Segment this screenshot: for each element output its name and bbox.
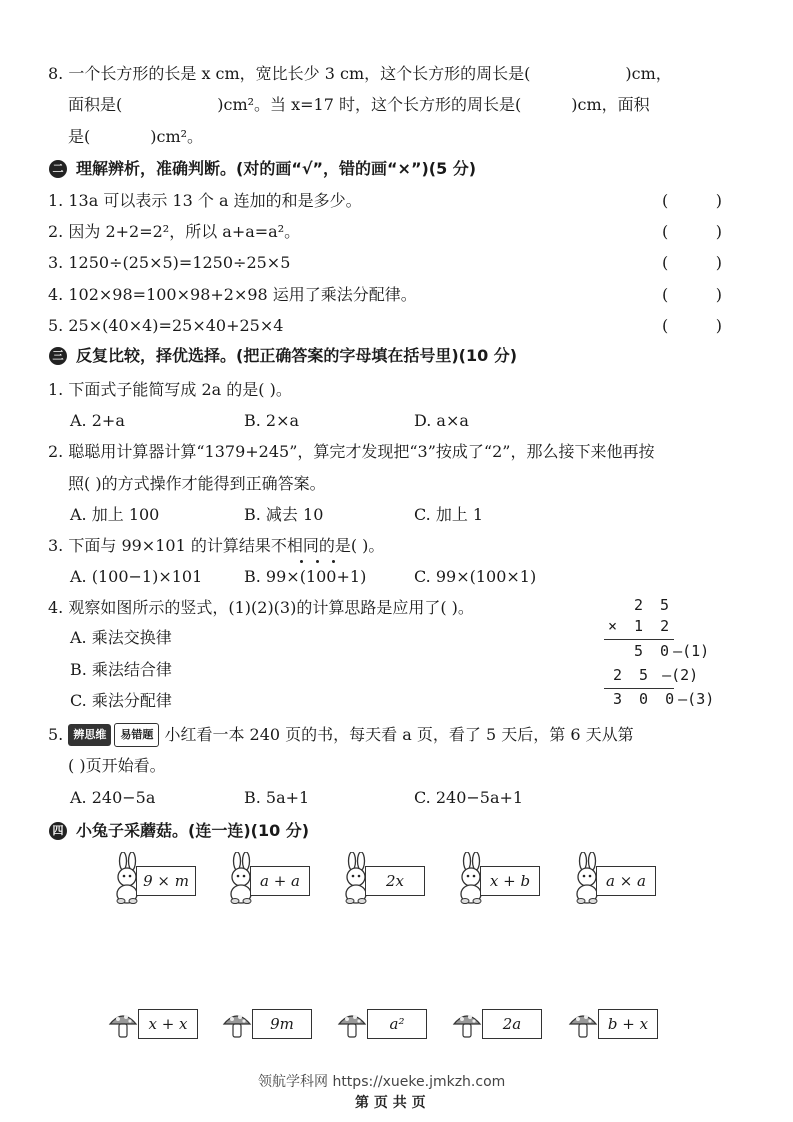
q8-line2: 面积是( )cm²。当 x=17 时，这个长方形的周长是( )cm，面积 [68,95,650,114]
emphasis-dot [300,560,303,563]
choice-q1-option-a: A. 2+a [70,411,125,430]
section-4-title: 小兔子采蘑菇。(连一连)(10 分) [76,821,310,840]
error-prone-tag: 易错题 [114,723,159,747]
choice-q2-stem-2: 照( )的方式操作才能得到正确答案。 [68,474,326,493]
judge-item-5: 5. 25×(40×4)=25×40+25×4 [48,316,284,335]
rabbit-expression-box[interactable]: a + a [250,866,310,896]
mushroom-expression-box[interactable]: a² [367,1009,427,1039]
vertical-row-3: 5 0—(1) [634,642,710,660]
mushroom-expression-box[interactable]: 9m [252,1009,312,1039]
mushroom-icon [108,1010,138,1044]
choice-q5-option-a: A. 240−5a [70,788,156,807]
section-3-badge: 三 [49,347,67,365]
choice-q1-option-b: B. 2×a [244,411,300,430]
answer-paren-3[interactable]: ( ) [662,253,722,272]
choice-q2-option-a: A. 加上 100 [70,505,160,524]
thinking-tag: 辨思维 [68,724,111,746]
rabbit-expression-box[interactable]: 2x [365,866,425,896]
section-2-title: 理解辨析，准确判断。(对的画“√”，错的画“×”)(5 分) [76,159,477,178]
choice-q3-option-c: C. 99×(100×1) [414,567,537,586]
choice-q1-option-d: D. a×a [414,411,469,430]
page-number: 第 页 共 页 [355,1095,426,1111]
choice-q2-stem-1: 2. 聪聪用计算器计算“1379+245”，算完才发现把“3”按成了“2”，那么接下来他再按 [48,442,655,461]
answer-paren-1[interactable]: ( ) [662,191,722,210]
section-2-badge: 二 [49,160,67,178]
section-3-title: 反复比较，择优选择。(把正确答案的字母填在括号里)(10 分) [76,346,518,365]
answer-paren-4[interactable]: ( ) [662,285,722,304]
emphasis-dot [332,560,335,563]
judge-item-1: 1. 13a 可以表示 13 个 a 连加的和是多少。 [48,191,362,210]
choice-q2-option-c: C. 加上 1 [414,505,484,524]
rabbit-expression-box[interactable]: 9 × m [136,866,196,896]
choice-q5-option-b: B. 5a+1 [244,788,310,807]
choice-q3-option-a: A. (100−1)×101 [70,567,203,586]
mushroom-expression-box[interactable]: 2a [482,1009,542,1039]
mushroom-icon [337,1010,367,1044]
answer-paren-5[interactable]: ( ) [662,316,722,335]
mushroom-expression-box[interactable]: x + x [138,1009,198,1039]
vertical-row-1: 2 5 [634,596,674,614]
judge-item-2: 2. 因为 2+2=2²，所以 a+a=a²。 [48,222,301,241]
vertical-row-5: 3 0 0—(3) [613,690,715,708]
vertical-divider-1 [604,639,674,640]
judge-item-4: 4. 102×98=100×98+2×98 运用了乘法分配律。 [48,285,417,304]
choice-q4-stem: 4. 观察如图所示的竖式，(1)(2)(3)的计算思路是应用了( )。 [48,598,474,617]
answer-paren-2[interactable]: ( ) [662,222,722,241]
emphasis-dot [316,560,319,563]
choice-q4-option-c: C. 乘法分配律 [70,691,172,710]
choice-q5-stem-2: ( )页开始看。 [68,756,166,775]
rabbit-expression-box[interactable]: x + b [480,866,540,896]
vertical-divider-2 [604,688,674,689]
section-4-badge: 四 [49,822,67,840]
choice-q5-stem-1: 5. 辨思维 易错题 小红看一本 240 页的书，每天看 a 页，看了 5 天后，第 6 天从第 [48,723,634,747]
mushroom-icon [222,1010,252,1044]
mushroom-icon [452,1010,482,1044]
mushroom-icon [568,1010,598,1044]
choice-q4-option-a: A. 乘法交换律 [70,628,172,647]
q8-line3: 是( )cm²。 [68,127,204,146]
choice-q3-option-b: B. 99×(100+1) [244,567,367,586]
mushroom-expression-box[interactable]: b + x [598,1009,658,1039]
choice-q1-stem: 1. 下面式子能简写成 2a 的是( )。 [48,380,292,399]
choice-q4-option-b: B. 乘法结合律 [70,660,172,679]
q8-line1: 8. 一个长方形的长是 x cm，宽比长少 3 cm，这个长方形的周长是( )cm， [48,64,672,83]
judge-item-3: 3. 1250÷(25×5)=1250÷25×5 [48,253,291,272]
watermark: 领航学科网 https://xueke.jmkzh.com [258,1074,506,1090]
vertical-row-2: × 1 2 [608,617,674,635]
vertical-row-4: 2 5 —(2) [613,666,699,684]
choice-q5-option-c: C. 240−5a+1 [414,788,524,807]
choice-q3-stem: 3. 下面与 99×101 的计算结果不相同的是( )。 [48,536,385,555]
choice-q2-option-b: B. 减去 10 [244,505,324,524]
rabbit-expression-box[interactable]: a × a [596,866,656,896]
